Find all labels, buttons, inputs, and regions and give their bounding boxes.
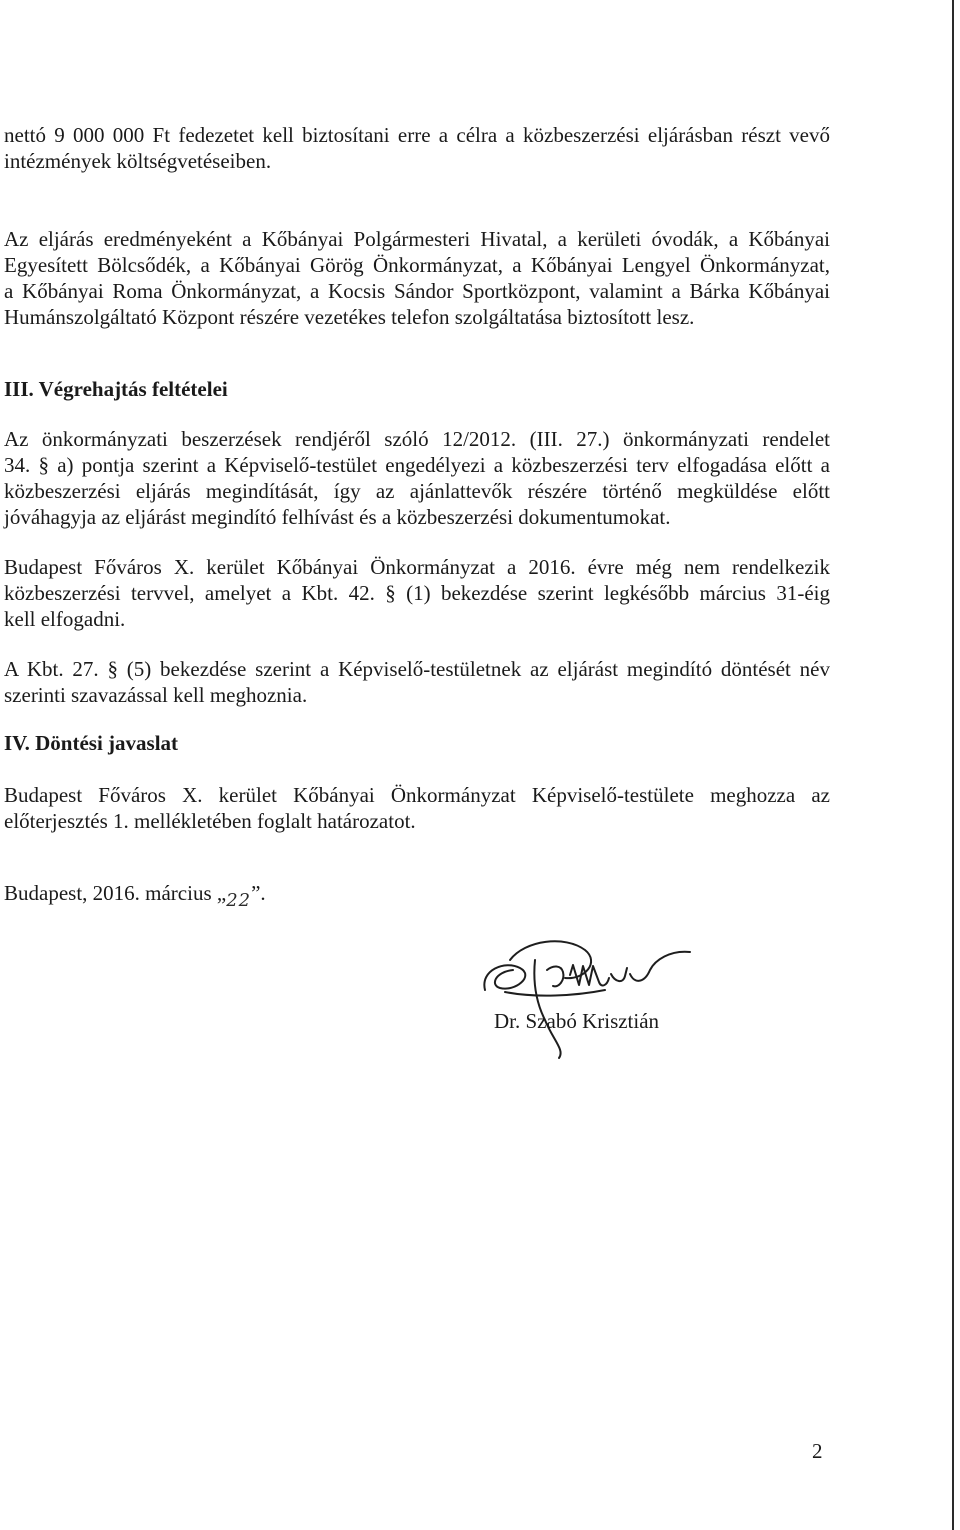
text-line: kell elfogadni. <box>4 607 126 631</box>
paragraph-procurement-plan <box>4 554 830 632</box>
paragraph-voting <box>4 656 830 708</box>
text-line: a Kőbányai Roma Önkormányzat, a Kocsis Sándor Sportközpont, valamint a Bárka Kőbányai <box>4 279 830 303</box>
section-heading-implementation: III. Végrehajtás feltételei <box>4 377 228 401</box>
section-heading-decision: IV. Döntési javaslat <box>4 731 179 755</box>
paragraph-resolution <box>4 782 830 834</box>
text-line: 34. § a) pontja szerint a Képviselő-testület engedélyezi a közbeszerzési terv elfogadása előtt a <box>4 453 830 477</box>
text-line: Az eljárás eredményeként a Kőbányai Polgármesteri Hivatal, a kerületi óvodák, a Kőbányai <box>4 227 830 251</box>
text-line: Humánszolgáltató Központ részére vezetékes telefon szolgáltatása biztosított lesz. <box>4 305 695 329</box>
paragraph-regulation <box>4 426 830 530</box>
handwritten-signature <box>475 930 715 1060</box>
text-line: intézmények költségvetéseiben. <box>4 149 272 173</box>
text-line: közbeszerzési eljárás megindítását, így az ajánlattevők részére történő megküldése előtt <box>4 479 830 503</box>
text-line: nettó 9 000 000 Ft fedezetet kell biztosítani erre a célra a közbeszerzési eljárásban részt vevő <box>4 123 830 147</box>
signatory-name: Dr. Szabó Krisztián <box>494 1009 660 1033</box>
date-close: ”. <box>251 881 266 905</box>
text-line: előterjesztés 1. mellékletében foglalt határozatot. <box>4 809 416 833</box>
text-line: A Kbt. 27. § (5) bekezdése szerint a Képviselő-testületnek az eljárást megindító döntését név <box>4 657 830 681</box>
date-line <box>4 880 266 911</box>
date-day-handwritten: 22 <box>226 890 252 911</box>
paragraph-funding <box>4 122 830 174</box>
text-line: jóváhagyja az eljárást megindító felhívást és a közbeszerzési dokumentumokat. <box>4 505 671 529</box>
scan-edge-line <box>952 0 954 1530</box>
text-line: Az önkormányzati beszerzések rendjéről szóló 12/2012. (III. 27.) önkormányzati rendelet <box>4 427 830 451</box>
text-line: szerinti szavazással kell meghoznia. <box>4 683 308 707</box>
text-line: Budapest Főváros X. kerület Kőbányai Önkormányzat Képviselő-testülete meghozza az <box>4 783 830 807</box>
paragraph-result <box>4 226 830 330</box>
text-line: Egyesített Bölcsődék, a Kőbányai Görög Önkormányzat, a Kőbányai Lengyel Önkormányzat, <box>4 253 830 277</box>
date-text: Budapest, 2016. március „ <box>4 881 227 905</box>
text-line: közbeszerzési tervvel, amelyet a Kbt. 42. § (1) bekezdése szerint legkésőbb március 31-éig <box>4 581 830 605</box>
page-number: 2 <box>812 1439 823 1463</box>
text-line: Budapest Főváros X. kerület Kőbányai Önkormányzat a 2016. évre még nem rendelkezik <box>4 555 830 579</box>
